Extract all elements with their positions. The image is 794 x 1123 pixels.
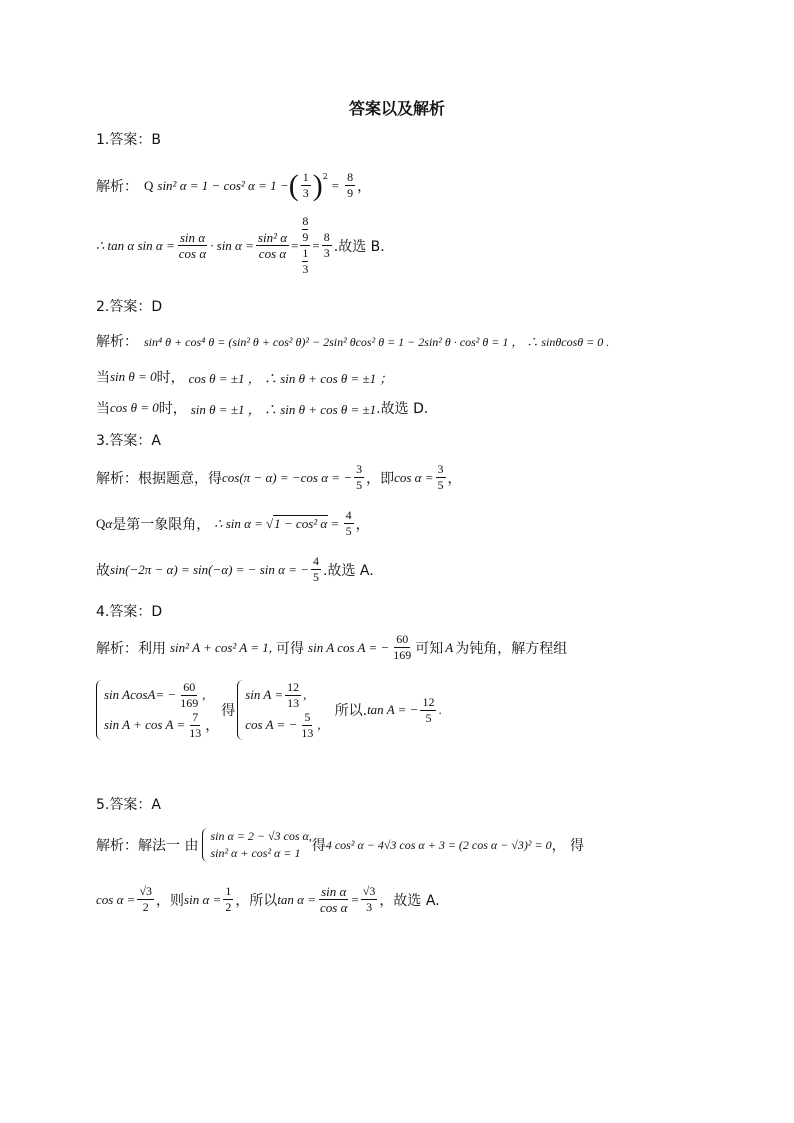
q4-suoyi: 所以. — [334, 703, 368, 719]
q4-system2: sin A = $\frac{12}{13}$ , cos A = − $\frac{5}{13}$ , — [237, 680, 320, 740]
q3-frac3: $\frac{4}{5}$ — [345, 508, 352, 538]
q5-expr: 4 cos² α − 4√3 cos α + 3 = (2 cos α − √3)² = 0 — [325, 837, 552, 852]
q4-tan-frac: $\frac{12}{5}$ — [422, 694, 435, 725]
q3-frac: $\frac{3}{5}$ — [356, 462, 363, 492]
q5-system: sin α = 2 − √3 cos α, sin² α + cos² α = 1 — [202, 828, 311, 862]
q2-result: cos θ = ±1 ， ∴ sin θ + cos θ = ±1 ； — [188, 370, 393, 386]
q1-conclusion: .故选 B. — [333, 238, 385, 255]
q3-line2 — [96, 508, 370, 539]
q3-line1 — [96, 462, 462, 493]
q5-answer: 5.答案：A — [96, 797, 161, 813]
q1-frac-third: $\frac{1}{3}$ — [302, 170, 309, 200]
q3-frac2: $\frac{3}{5}$ — [437, 462, 444, 492]
comma: ， — [355, 516, 370, 533]
q4-system1: sin AcosA= − $\frac{60}{169}$ , sin A + cos A = $\frac{7}{13}$ ， — [96, 680, 219, 740]
q3-expr3: sin(−2π − α) = sin(−α) = − sin α = − — [110, 561, 309, 577]
q1-dot-expr: · sin α = — [210, 237, 254, 253]
q1-complex-frac: 8 9 1 3 — [302, 214, 309, 276]
q1-frac-8-3: $\frac{8}{3}$ — [323, 230, 330, 260]
q4-know: 可知 — [415, 640, 444, 657]
q3-conclusion: .故选 A. — [323, 562, 374, 579]
q4-tail: 为钝角，解方程组 — [455, 640, 568, 657]
q2-cond: cos θ = 0 — [110, 400, 159, 415]
q4-mid: 可得 — [276, 640, 305, 657]
q2-result: sin θ = ±1 ， ∴ sin θ + cos θ = ±1 — [190, 401, 377, 417]
q2-shi: 时， — [158, 401, 187, 417]
q1-frac-result: $\frac{8}{9}$ — [347, 170, 354, 200]
q2-shi: 时， — [156, 370, 185, 386]
comma: ， — [357, 178, 372, 195]
q1-line1 — [96, 170, 371, 201]
because-symbol: Q — [144, 177, 154, 193]
q2-conclusion: .故选 D. — [376, 401, 429, 417]
q3-mid: ，即 — [366, 470, 395, 487]
q2-answer: 2.答案：D — [96, 299, 163, 315]
left-paren: ( — [288, 168, 299, 202]
q2-line1 — [96, 331, 609, 351]
q4-de: 得 — [221, 703, 236, 719]
q3-quadrant-text: 是第一象限角， — [112, 516, 211, 533]
q1-tan-expr: ∴ tan α sin α = — [96, 237, 175, 253]
q3-sin-expr: ∴ sin α = — [214, 515, 264, 531]
q1-answer: 1.答案：B — [96, 132, 161, 148]
q1-expr: sin² α = 1 − cos² α = 1 − — [157, 177, 289, 193]
q3-label: 解析：根据题意，得 — [96, 470, 222, 487]
q3-expr: cos(π − α) = −cos α = − — [222, 469, 353, 485]
because-symbol: Q — [96, 515, 106, 531]
page-title: 答案以及解析 — [348, 99, 445, 118]
q3-line3 — [96, 554, 374, 585]
q5-tail: ， 得 — [551, 838, 585, 854]
q4-tan: tan A = − — [367, 702, 419, 717]
right-paren: ) — [312, 168, 323, 202]
q3-gu: 故 — [96, 562, 110, 579]
q1-frac-sin-cos: $\frac{\text{sin α}}{\text{cos α}}$ — [178, 230, 207, 261]
sqrt-sign: √ — [266, 515, 274, 531]
q4-label: 解析：利用 — [96, 640, 166, 657]
q1-frac-sin2-cos: $\frac{\text{sin² α}}{\text{cos α}}$ — [257, 230, 288, 261]
equals: = — [291, 237, 299, 253]
equals: = — [312, 237, 320, 253]
q2-when: 当 — [96, 370, 110, 386]
q3-answer: 3.答案：A — [96, 433, 161, 449]
q3-expr2: cos α = — [394, 469, 434, 485]
q4-systems: sin AcosA= − $\frac{60}{169}$ , sin A + cos A = $\frac{7}{13}$ ， 得 sin A = $\frac{12}{13}$ , cos A = − $\frac{5}{13}$ , 所以. tan A = − $\frac{12}{5}$ . — [96, 680, 442, 740]
q2-label: 解析： — [96, 334, 138, 350]
q1-line2 — [96, 214, 385, 277]
q4-A: A — [445, 639, 454, 655]
q5-label: 解析：解法一 由 — [96, 838, 199, 854]
q5-line2: cos α = $\frac{√3}{2}$ ，则 sin α = $\frac{1}{2}$ ，所以 tan α = $\frac{\text{sin α}}{\text{cos α}}$ = $\frac{√3}{3}$ ，故选 A. — [96, 884, 440, 915]
q4-expr: sin² A + cos² A = 1, — [170, 639, 273, 655]
equals: = — [331, 515, 339, 531]
alpha: α — [105, 515, 113, 531]
q5-line1 — [96, 828, 584, 862]
q1-label: 解析： — [96, 178, 138, 195]
q4-answer: 4.答案：D — [96, 604, 163, 620]
q2-line3 — [96, 398, 428, 418]
q2-cond: sin θ = 0 — [110, 369, 157, 384]
q4-line1 — [96, 632, 567, 663]
left-brace — [237, 680, 243, 740]
q5-de: 得 — [311, 838, 326, 854]
q4-frac: $\frac{60}{169}$ — [393, 632, 412, 662]
q3-frac4: $\frac{4}{5}$ — [313, 554, 319, 584]
comma: ， — [447, 470, 462, 487]
left-brace — [96, 680, 102, 740]
equals: = — [331, 177, 340, 193]
q4-expr2: sin A cos A = − — [308, 639, 390, 655]
q2-expr: sin⁴ θ + cos⁴ θ = (sin² θ + cos² θ)² − 2sin² θcos² θ = 1 − 2sin² θ · cos² θ = 1 ， ∴ sinθcosθ = 0 . — [144, 334, 610, 349]
left-brace — [202, 828, 208, 862]
q1-square: 2 — [322, 172, 328, 181]
q3-radicand: 1 − cos² α — [274, 516, 328, 531]
q2-when: 当 — [96, 401, 110, 417]
q2-line2 — [96, 367, 392, 387]
